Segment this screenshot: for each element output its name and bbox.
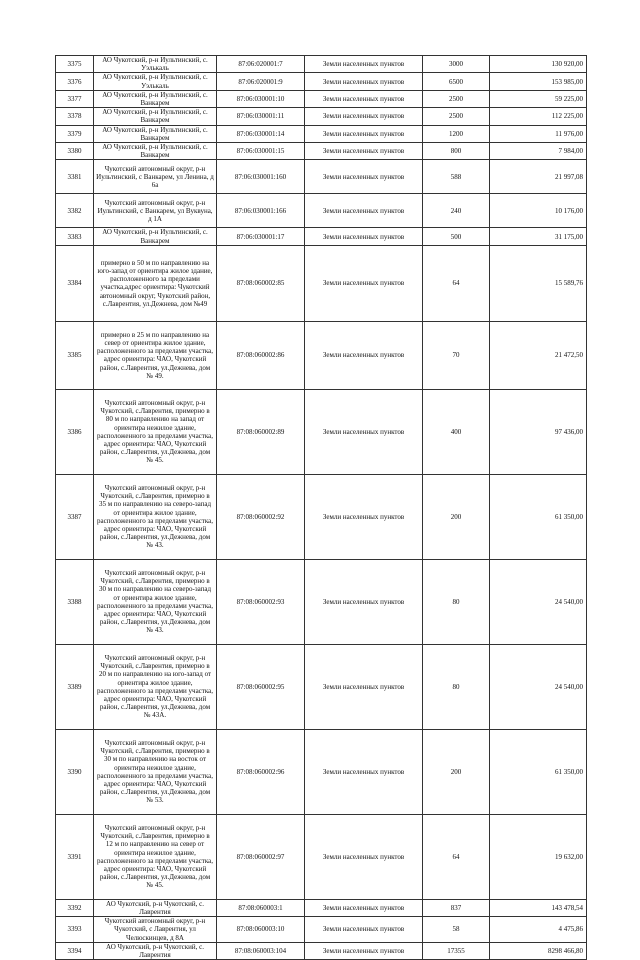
table-row (56, 321, 587, 389)
address-cell: Чукотский автономный округ, р-н Иультинский, с Ванкарем, ул Ленина, д 6а (94, 160, 217, 194)
land-category-cell: Земли населенных пунктов (305, 389, 423, 474)
row-number: 3390 (56, 729, 94, 814)
address-cell: АО Чукотский, р-н Иультинский, с. Ванкарем (94, 143, 217, 160)
address-cell: АО Чукотский, р-н Чукотский, с. Лаврентия (94, 899, 217, 916)
row-number: 3376 (56, 73, 94, 90)
document-page (55, 55, 586, 960)
row-number: 3385 (56, 321, 94, 389)
land-category-cell: Земли населенных пунктов (305, 143, 423, 160)
cadastral-value-cell: 97 436,00 (490, 389, 587, 474)
land-category-cell: Земли населенных пунктов (305, 245, 423, 321)
table-row (56, 56, 587, 73)
address-cell: Чукотский автономный округ, р-н Чукотский, с.Лаврентия, примерно в 35 м по направлению на северо-запад от ориентира жилое здание, расположенного за пределами участка, адрес ориентира: ЧАО, Чукотский район, с.Лаврентия, ул.Дежнева, дом № 43. (94, 474, 217, 559)
cadastral-value-cell: 11 976,00 (490, 125, 587, 142)
row-number: 3378 (56, 108, 94, 125)
row-number: 3389 (56, 644, 94, 729)
land-category-cell: Земли населенных пунктов (305, 899, 423, 916)
address-cell: Чукотский автономный округ, р-н Чукотский, с Лаврентия, ул Челюскинцев, д 8А (94, 917, 217, 943)
row-number: 3391 (56, 814, 94, 899)
cadastral-number-cell: 87:08:060002:93 (217, 559, 305, 644)
address-cell: примерно в 25 м по направлению на север от ориентира жилое здание, расположенного за пределами участка, адрес ориентира: ЧАО, Чукотский район, с.Лаврентия, ул.Дежнева, дом № 49. (94, 321, 217, 389)
cadastral-number-cell: 87:06:030001:17 (217, 228, 305, 245)
cadastral-value-cell: 61 350,00 (490, 474, 587, 559)
area-cell: 588 (423, 160, 490, 194)
row-number: 3375 (56, 56, 94, 73)
land-category-cell: Земли населенных пунктов (305, 160, 423, 194)
land-category-cell: Земли населенных пунктов (305, 942, 423, 959)
cadastral-number-cell: 87:08:060002:89 (217, 389, 305, 474)
land-category-cell: Земли населенных пунктов (305, 474, 423, 559)
cadastral-value-cell: 21 472,50 (490, 321, 587, 389)
table-row (56, 644, 587, 729)
cadastral-value-cell: 24 540,00 (490, 559, 587, 644)
area-cell: 3000 (423, 56, 490, 73)
table-row (56, 73, 587, 90)
cadastral-number-cell: 87:06:030001:11 (217, 108, 305, 125)
land-category-cell: Земли населенных пунктов (305, 90, 423, 107)
table-row (56, 143, 587, 160)
land-category-cell: Земли населенных пунктов (305, 644, 423, 729)
table-row (56, 90, 587, 107)
table-row (56, 942, 587, 959)
area-cell: 200 (423, 729, 490, 814)
row-number: 3381 (56, 160, 94, 194)
table-row (56, 160, 587, 194)
land-category-cell: Земли населенных пунктов (305, 917, 423, 943)
row-number: 3394 (56, 942, 94, 959)
address-cell: АО Чукотский, р-н Иультинский, с. Ванкарем (94, 108, 217, 125)
row-number: 3383 (56, 228, 94, 245)
area-cell: 80 (423, 559, 490, 644)
cadastral-number-cell: 87:08:060002:97 (217, 814, 305, 899)
area-cell: 64 (423, 814, 490, 899)
table-body (56, 56, 587, 960)
land-category-cell: Земли населенных пунктов (305, 194, 423, 228)
cadastral-value-cell: 61 350,00 (490, 729, 587, 814)
row-number: 3392 (56, 899, 94, 916)
address-cell: примерно в 50 м по направлению на юго-запад от ориентира жилое здание, расположенного за пределами участка,адрес ориентира: Чукотский автономный округ, Чукотский район, с.Лаврентия, ул.Дежнева, дом №49 (94, 245, 217, 321)
cadastral-number-cell: 87:06:020001:7 (217, 56, 305, 73)
land-category-cell: Земли населенных пунктов (305, 56, 423, 73)
area-cell: 500 (423, 228, 490, 245)
cadastral-value-cell: 8298 466,80 (490, 942, 587, 959)
cadastral-number-cell: 87:08:060003:1 (217, 899, 305, 916)
row-number: 3380 (56, 143, 94, 160)
table-row (56, 899, 587, 916)
cadastral-value-cell: 31 175,00 (490, 228, 587, 245)
table-row (56, 245, 587, 321)
table-row (56, 125, 587, 142)
area-cell: 2500 (423, 108, 490, 125)
area-cell: 240 (423, 194, 490, 228)
address-cell: АО Чукотский, р-н Иультинский, с. Ванкарем (94, 125, 217, 142)
area-cell: 1200 (423, 125, 490, 142)
row-number: 3393 (56, 917, 94, 943)
cadastral-value-cell: 19 632,00 (490, 814, 587, 899)
land-category-cell: Земли населенных пунктов (305, 125, 423, 142)
cadastral-value-cell: 21 997,08 (490, 160, 587, 194)
table-row (56, 814, 587, 899)
cadastral-number-cell: 87:06:030001:160 (217, 160, 305, 194)
address-cell: Чукотский автономный округ, р-н Чукотский, с.Лаврентия, примерно в 30 м по направлению на восток от ориентира нежилое здание, расположенного за пределами участка, адрес ориентира: ЧАО, Чукотский район, с.Лаврентия, ул.Дежнева, дом № 53. (94, 729, 217, 814)
cadastral-number-cell: 87:06:030001:10 (217, 90, 305, 107)
cadastral-value-cell: 143 478,54 (490, 899, 587, 916)
land-category-cell: Земли населенных пунктов (305, 814, 423, 899)
address-cell: АО Чукотский, р-н Иультинский, с. Ванкарем (94, 228, 217, 245)
area-cell: 837 (423, 899, 490, 916)
area-cell: 800 (423, 143, 490, 160)
cadastral-value-cell: 10 176,00 (490, 194, 587, 228)
row-number: 3386 (56, 389, 94, 474)
cadastral-number-cell: 87:08:060002:95 (217, 644, 305, 729)
area-cell: 6500 (423, 73, 490, 90)
table-row (56, 729, 587, 814)
address-cell: Чукотский автономный округ, р-н Иультинский, с Ванкарем, ул Вуквуна, д 1А (94, 194, 217, 228)
address-cell: АО Чукотский, р-н Иультинский, с. Уэлькаль (94, 73, 217, 90)
cadastral-number-cell: 87:08:060003:10 (217, 917, 305, 943)
address-cell: Чукотский автономный округ, р-н Чукотский, с.Лаврентия, примерно в 20 м по направлению на юго-запад от ориентира жилое здание, расположенного за пределами участка, адрес ориентира: ЧАО, Чукотский район, с.Лаврентия, ул.Дежнева, дом № 43А. (94, 644, 217, 729)
cadastral-number-cell: 87:06:030001:15 (217, 143, 305, 160)
cadastral-value-cell: 24 540,00 (490, 644, 587, 729)
land-category-cell: Земли населенных пунктов (305, 73, 423, 90)
table-row (56, 228, 587, 245)
area-cell: 2500 (423, 90, 490, 107)
address-cell: Чукотский автономный округ, р-н Чукотский, с.Лаврентия, примерно в 12 м по направлению на север от ориентира нежилое здание, расположенного за пределами участка, адрес ориентира: ЧАО, Чукотский район, с.Лаврентия, ул.Дежнева, дом № 45. (94, 814, 217, 899)
cadastral-value-cell: 112 225,00 (490, 108, 587, 125)
area-cell: 400 (423, 389, 490, 474)
row-number: 3387 (56, 474, 94, 559)
address-cell: АО Чукотский, р-н Иультинский, с. Ванкарем (94, 90, 217, 107)
cadastral-number-cell: 87:06:030001:166 (217, 194, 305, 228)
row-number: 3384 (56, 245, 94, 321)
table-row (56, 194, 587, 228)
row-number: 3388 (56, 559, 94, 644)
land-plots-table (55, 55, 587, 960)
cadastral-value-cell: 153 985,00 (490, 73, 587, 90)
land-category-cell: Земли населенных пунктов (305, 108, 423, 125)
cadastral-value-cell: 15 589,76 (490, 245, 587, 321)
address-cell: Чукотский автономный округ, р-н Чукотский, с.Лаврентия, примерно в 80 м по направлению на запад от ориентира нежилое здание, расположенного за пределами участка, адрес ориентира: ЧАО, Чукотский район, с.Лаврентия, ул.Дежнева, дом № 45. (94, 389, 217, 474)
area-cell: 200 (423, 474, 490, 559)
cadastral-number-cell: 87:08:060003:104 (217, 942, 305, 959)
land-category-cell: Земли населенных пунктов (305, 228, 423, 245)
area-cell: 64 (423, 245, 490, 321)
cadastral-number-cell: 87:08:060002:86 (217, 321, 305, 389)
table-row (56, 108, 587, 125)
row-number: 3377 (56, 90, 94, 107)
cadastral-value-cell: 130 920,00 (490, 56, 587, 73)
cadastral-number-cell: 87:08:060002:85 (217, 245, 305, 321)
area-cell: 17355 (423, 942, 490, 959)
row-number: 3382 (56, 194, 94, 228)
land-category-cell: Земли населенных пунктов (305, 321, 423, 389)
cadastral-number-cell: 87:08:060002:96 (217, 729, 305, 814)
address-cell: Чукотский автономный округ, р-н Чукотский, с.Лаврентия, примерно в 30 м по направлению на северо-запад от ориентира жилое здание, расположенного за пределами участка, адрес ориентира: ЧАО, Чукотский район, с.Лаврентия, ул.Дежнева, дом № 43. (94, 559, 217, 644)
table-row (56, 474, 587, 559)
land-category-cell: Земли населенных пунктов (305, 559, 423, 644)
cadastral-number-cell: 87:06:030001:14 (217, 125, 305, 142)
cadastral-number-cell: 87:08:060002:92 (217, 474, 305, 559)
table-row (56, 389, 587, 474)
land-category-cell: Земли населенных пунктов (305, 729, 423, 814)
cadastral-number-cell: 87:06:020001:9 (217, 73, 305, 90)
row-number: 3379 (56, 125, 94, 142)
area-cell: 70 (423, 321, 490, 389)
cadastral-value-cell: 4 475,86 (490, 917, 587, 943)
area-cell: 80 (423, 644, 490, 729)
cadastral-value-cell: 7 984,00 (490, 143, 587, 160)
cadastral-value-cell: 59 225,00 (490, 90, 587, 107)
address-cell: АО Чукотский, р-н Чукотский, с. Лаврентия (94, 942, 217, 959)
address-cell: АО Чукотский, р-н Иультинский, с. Уэлькаль (94, 56, 217, 73)
table-row (56, 559, 587, 644)
table-row (56, 917, 587, 943)
area-cell: 58 (423, 917, 490, 943)
